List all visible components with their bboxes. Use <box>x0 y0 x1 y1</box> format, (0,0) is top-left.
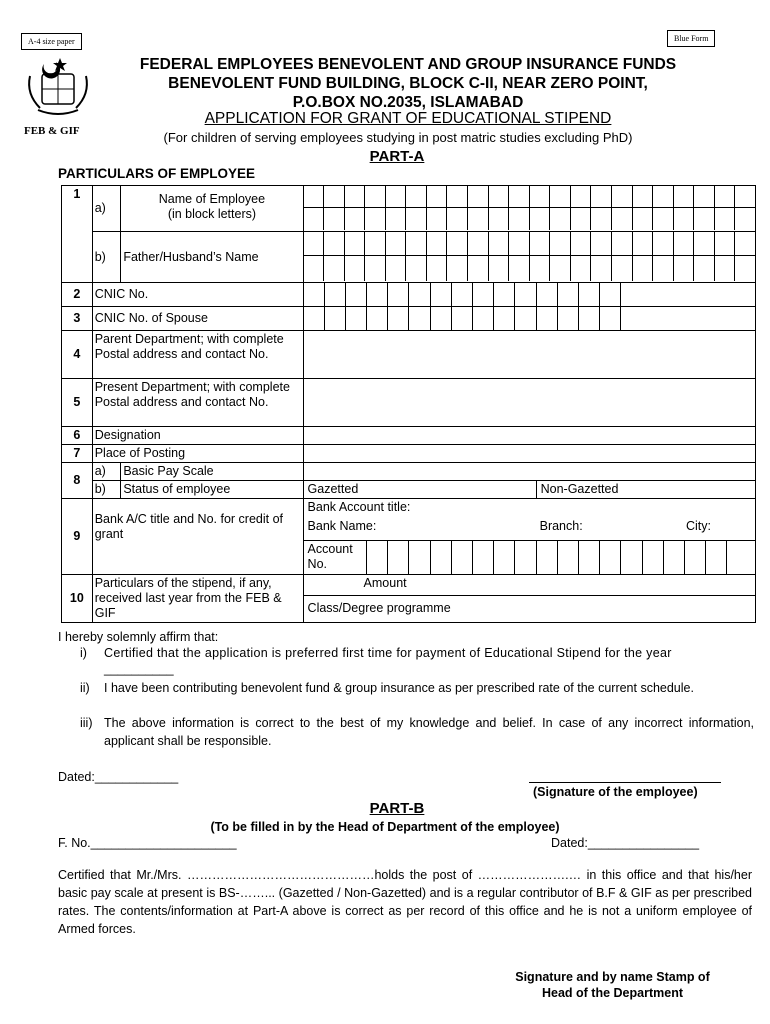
spouse-cnic-box[interactable] <box>515 307 536 331</box>
father-name-label: Father/Husband’s Name <box>121 232 303 283</box>
cnic-box[interactable] <box>430 283 451 307</box>
account-box[interactable] <box>536 541 557 575</box>
row-number: 9 <box>62 499 93 575</box>
account-box[interactable] <box>494 541 515 575</box>
sub-label: b) <box>92 481 121 499</box>
spouse-cnic-box[interactable] <box>557 307 578 331</box>
row-number: 10 <box>62 575 93 623</box>
spouse-cnic-box[interactable] <box>430 307 451 331</box>
account-box[interactable] <box>473 541 494 575</box>
account-box[interactable] <box>600 541 621 575</box>
section-heading: PARTICULARS OF EMPLOYEE <box>58 166 256 181</box>
org-abbrev: FEB & GIF <box>24 125 80 137</box>
spouse-cnic-box[interactable] <box>451 307 472 331</box>
part-b-heading: PART-B <box>369 800 425 817</box>
row-number: 6 <box>62 427 93 445</box>
pay-scale-label: Basic Pay Scale <box>121 463 303 481</box>
sub-label: a) <box>92 463 121 481</box>
row-number: 2 <box>62 283 93 307</box>
spouse-cnic-box[interactable] <box>578 307 599 331</box>
account-no-label: Account No. <box>303 541 367 575</box>
cnic-box[interactable] <box>600 283 621 307</box>
header-line3: P.O.BOX NO.2035, ISLAMABAD <box>292 94 524 111</box>
bank-label: Bank A/C title and No. for credit of grant <box>92 499 303 575</box>
bank-name-row[interactable] <box>303 519 755 541</box>
form-subtitle: (For children of serving employees studying in post matric studies excluding PhD) <box>163 130 633 145</box>
affirm-i-num: i) <box>80 646 87 660</box>
posting-field[interactable] <box>303 445 755 463</box>
present-dept-label: Present Department; with complete Postal address and contact No. <box>92 379 303 427</box>
row-number: 7 <box>62 445 93 463</box>
account-box[interactable] <box>515 541 536 575</box>
account-box[interactable] <box>621 541 642 575</box>
account-box[interactable] <box>642 541 663 575</box>
account-box[interactable] <box>578 541 599 575</box>
designation-field[interactable] <box>303 427 755 445</box>
stipend-label: Particulars of the stipend, if any, received last year from the FEB & GIF <box>92 575 303 623</box>
form-color-tag: Blue Form <box>667 30 715 47</box>
account-box[interactable] <box>557 541 578 575</box>
paper-size-tag: A-4 size paper <box>21 33 82 50</box>
spouse-cnic-box[interactable] <box>536 307 557 331</box>
affirm-ii-num: ii) <box>80 681 90 695</box>
pay-scale-field[interactable] <box>303 463 755 481</box>
account-box[interactable] <box>388 541 409 575</box>
spouse-cnic-blank <box>621 307 756 331</box>
account-box[interactable] <box>684 541 705 575</box>
cnic-blank <box>621 283 756 307</box>
account-box[interactable] <box>451 541 472 575</box>
file-number-field[interactable]: F. No._____________________ <box>58 836 237 850</box>
spouse-cnic-box[interactable] <box>345 307 366 331</box>
cnic-box[interactable] <box>367 283 388 307</box>
spouse-cnic-label: CNIC No. of Spouse <box>92 307 303 331</box>
cnic-box[interactable] <box>451 283 472 307</box>
amount-field[interactable]: Amount <box>303 575 755 596</box>
account-box[interactable] <box>663 541 684 575</box>
affirm-i-text: Certified that the application is preferred first time for payment of Educational Stipend for the year <box>104 646 672 660</box>
spouse-cnic-box[interactable] <box>303 307 324 331</box>
cnic-box[interactable] <box>515 283 536 307</box>
spouse-cnic-box[interactable] <box>494 307 515 331</box>
affirm-ii-text: I have been contributing benevolent fund & group insurance as per prescribed rate of the current schedule. <box>104 681 694 695</box>
affirm-intro: I hereby solemnly affirm that: <box>58 630 219 644</box>
account-box[interactable] <box>706 541 727 575</box>
father-name-boxes[interactable] <box>303 232 755 283</box>
account-box[interactable] <box>430 541 451 575</box>
row-number: 3 <box>62 307 93 331</box>
cnic-box[interactable] <box>557 283 578 307</box>
affirm-i-year-blank[interactable]: __________ <box>104 662 174 676</box>
class-programme-field[interactable]: Class/Degree programme <box>303 595 755 622</box>
gazetted-option[interactable]: Gazetted <box>303 481 536 499</box>
parent-dept-label: Parent Department; with complete Postal address and contact No. <box>92 331 303 379</box>
hod-dated-field[interactable]: Dated:________________ <box>551 836 700 850</box>
cnic-box[interactable] <box>494 283 515 307</box>
header-line1: FEDERAL EMPLOYEES BENEVOLENT AND GROUP INSURANCE FUNDS <box>139 56 677 73</box>
spouse-cnic-box[interactable] <box>388 307 409 331</box>
hod-signature-line1: Signature and by name Stamp of <box>515 970 710 984</box>
bank-title-field[interactable]: Bank Account title: <box>303 499 755 519</box>
present-dept-field[interactable] <box>303 379 755 427</box>
row-number: 1 <box>62 186 93 283</box>
cnic-box[interactable] <box>324 283 345 307</box>
account-box[interactable] <box>727 541 756 575</box>
cnic-label: CNIC No. <box>92 283 303 307</box>
part-a-heading: PART-A <box>369 148 425 165</box>
cnic-box[interactable] <box>409 283 430 307</box>
account-box[interactable] <box>409 541 430 575</box>
row-number: 5 <box>62 379 93 427</box>
employee-signature-label: (Signature of the employee) <box>533 785 698 799</box>
cnic-box[interactable] <box>345 283 366 307</box>
parent-dept-field[interactable] <box>303 331 755 379</box>
sub-label: b) <box>92 232 121 283</box>
status-label: Status of employee <box>121 481 303 499</box>
cnic-box[interactable] <box>536 283 557 307</box>
employee-dated-field[interactable]: Dated:____________ <box>58 770 179 784</box>
spouse-cnic-box[interactable] <box>409 307 430 331</box>
bank-name-label: Bank Name: <box>307 518 377 533</box>
employee-name-boxes[interactable] <box>303 186 755 232</box>
city-label: City: <box>685 518 711 533</box>
branch-label: Branch: <box>539 518 583 533</box>
spouse-cnic-box[interactable] <box>473 307 494 331</box>
posting-label: Place of Posting <box>92 445 303 463</box>
row-number: 4 <box>62 331 93 379</box>
affirm-iii-text: The above information is correct to the best of my knowledge and belief. In case of any incorrect information, applicant shall be responsible. <box>104 716 754 748</box>
cnic-box[interactable] <box>303 283 324 307</box>
employee-name-label: Name of Employee (in block letters) <box>121 186 303 232</box>
hod-certification-text: Certified that Mr./Mrs. ………………………………………holds the post of ………………….… in this office and that his/her basic pay scale at present is BS-……... (Gazetted / Non-Gazetted) and is a regular contributor of B.F & GIF as per prescribed rates. The contents/information at Part-A above is correct as per record of this office and he is not a uniform employee of Armed forces. <box>58 868 752 936</box>
header-line2: BENEVOLENT FUND BUILDING, BLOCK C-II, NEAR ZERO POINT, <box>168 75 648 92</box>
part-b-subheading: (To be filled in by the Head of Department of the employee) <box>210 820 560 834</box>
affirm-iii-num: iii) <box>80 716 93 730</box>
non-gazetted-option[interactable]: Non-Gazetted <box>536 481 755 499</box>
hod-signature-line2: Head of the Department <box>542 986 683 1000</box>
spouse-cnic-box[interactable] <box>367 307 388 331</box>
spouse-cnic-box[interactable] <box>600 307 621 331</box>
sub-label: a) <box>92 186 121 232</box>
account-box[interactable] <box>367 541 388 575</box>
cnic-box[interactable] <box>388 283 409 307</box>
cnic-box[interactable] <box>473 283 494 307</box>
particulars-table <box>61 185 756 623</box>
form-title: APPLICATION FOR GRANT OF EDUCATIONAL STIPEND <box>204 110 612 127</box>
spouse-cnic-box[interactable] <box>324 307 345 331</box>
designation-label: Designation <box>92 427 303 445</box>
cnic-box[interactable] <box>578 283 599 307</box>
row-number: 8 <box>62 463 93 499</box>
